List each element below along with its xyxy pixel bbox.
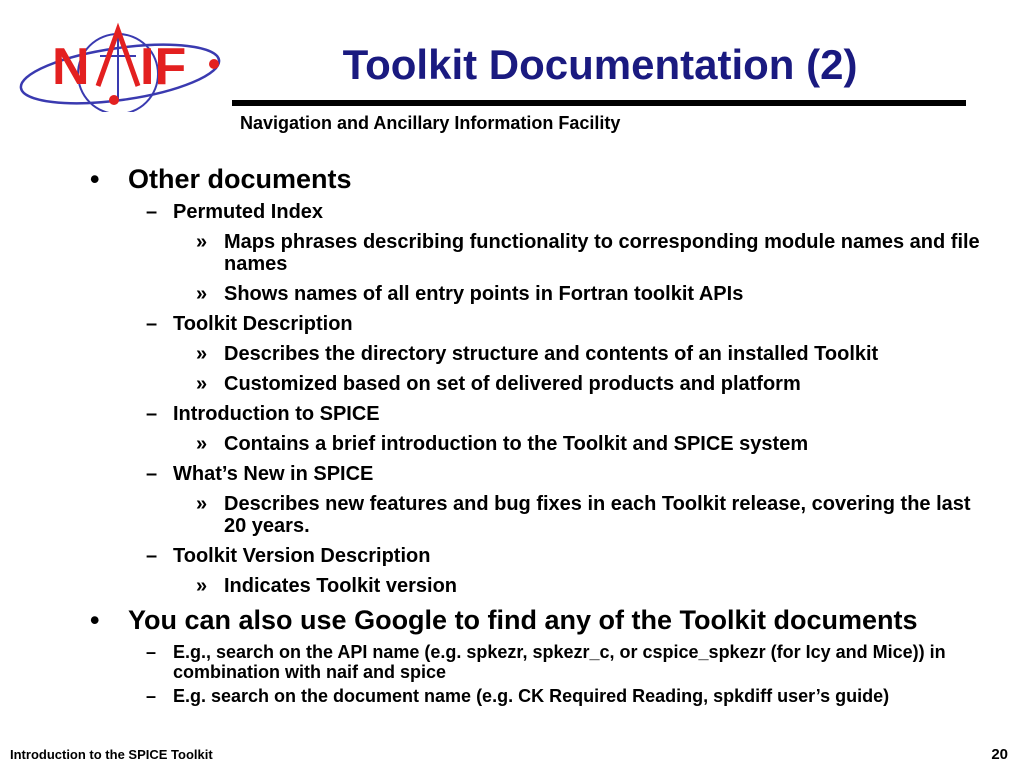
item-text: Introduction to SPICE xyxy=(173,403,380,425)
item-text: What’s New in SPICE xyxy=(173,463,374,485)
item-text: Toolkit Version Description xyxy=(173,545,431,567)
sub-marker: » xyxy=(196,283,208,305)
item-text: E.g. search on the document name (e.g. CK Required Reading, spkdiff user’s guide) xyxy=(173,686,890,706)
bullet-marker: • xyxy=(90,605,100,635)
page-subtitle: Navigation and Ancillary Information Facility xyxy=(240,113,621,133)
subitem-text: Customized based on set of delivered products and platform xyxy=(224,373,801,395)
dash-marker: – xyxy=(146,545,158,567)
item-text: E.g., search on the API name (e.g. spkezr, spkezr_c, or cspice_spkezr (for Icy and Mice)) in combination with naif and spice xyxy=(173,642,946,682)
item-text: Toolkit Description xyxy=(173,313,353,335)
subitem-text: Shows names of all entry points in Fortran toolkit APIs xyxy=(224,283,744,305)
sub-marker: » xyxy=(196,373,208,395)
dash-marker: – xyxy=(146,463,158,485)
bullet-text: Other documents xyxy=(128,164,352,194)
dash-marker: – xyxy=(146,201,158,223)
dash-marker: – xyxy=(146,403,158,425)
dash-marker: – xyxy=(146,642,157,662)
footer-course-title: Introduction to the SPICE Toolkit xyxy=(10,747,213,762)
dash-marker: – xyxy=(146,313,158,335)
sub-marker: » xyxy=(196,433,208,455)
page-number: 20 xyxy=(991,746,1008,763)
item-text: Permuted Index xyxy=(173,201,324,223)
bullet-marker: • xyxy=(90,164,100,194)
subitem-text: Maps phrases describing functionality to corresponding module names and file names xyxy=(224,231,980,275)
svg-text:IF: IF xyxy=(140,38,187,96)
subitem-text: Describes the directory structure and contents of an installed Toolkit xyxy=(224,343,879,365)
sub-marker: » xyxy=(196,493,208,515)
sub-marker: » xyxy=(196,343,208,365)
sub-marker: » xyxy=(196,575,208,597)
bullet-text: You can also use Google to find any of the Toolkit documents xyxy=(128,605,918,635)
subitem-text: Contains a brief introduction to the Toolkit and SPICE system xyxy=(224,433,809,455)
page-title: Toolkit Documentation (2) xyxy=(342,41,858,88)
dash-marker: – xyxy=(146,686,157,706)
subitem-text: Describes new features and bug fixes in each Toolkit release, covering the last 20 years. xyxy=(224,493,971,537)
sub-marker: » xyxy=(196,231,208,253)
subitem-text: Indicates Toolkit version xyxy=(224,575,458,597)
svg-text:N: N xyxy=(52,38,90,96)
